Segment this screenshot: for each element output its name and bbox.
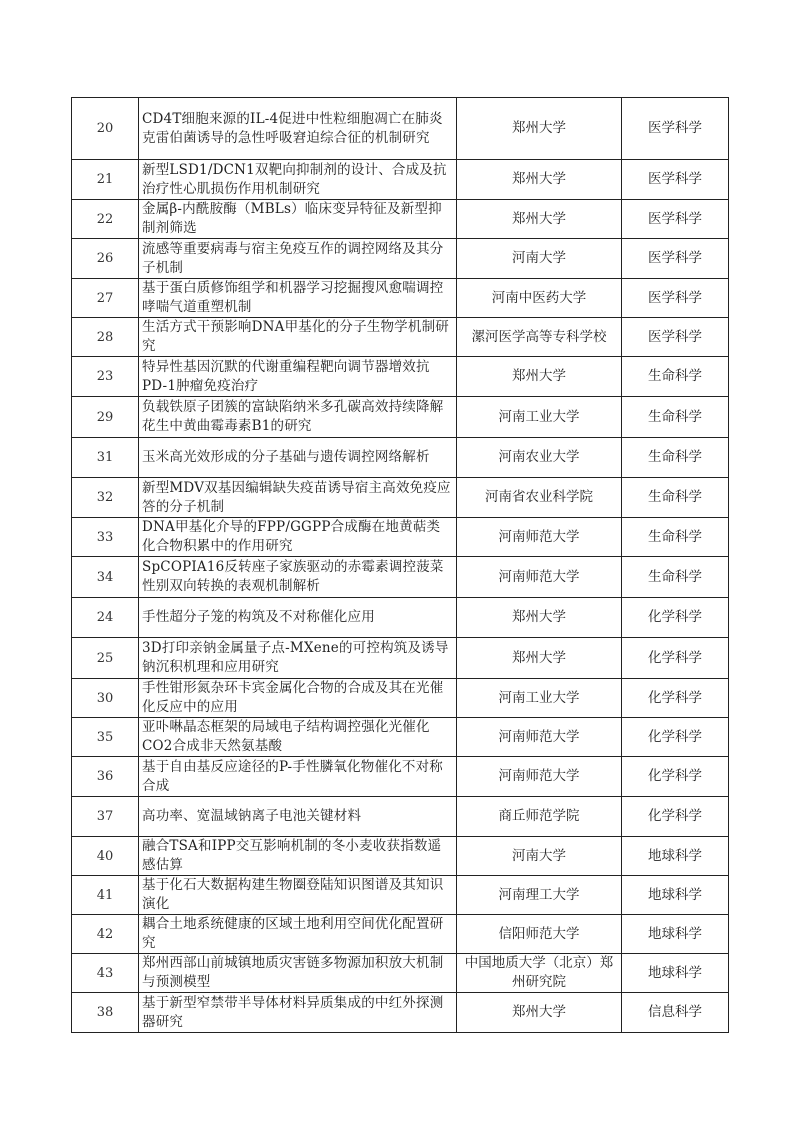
table-row (72, 200, 729, 239)
project-number: 21 (72, 160, 139, 200)
project-number: 36 (72, 757, 139, 797)
project-title: 基于蛋白质修饰组学和机器学习挖掘搜风愈喘调控哮喘气道重塑机制 (139, 279, 457, 318)
table-row (72, 954, 729, 993)
table-row (72, 837, 729, 876)
host-institution: 郑州大学 (457, 638, 622, 679)
project-title: DNA甲基化介导的FPP/GGPP合成酶在地黄萜类化合物积累中的作用研究 (139, 518, 457, 557)
project-title: 流感等重要病毒与宿主免疫互作的调控网络及其分子机制 (139, 239, 457, 279)
discipline-field: 化学科学 (622, 718, 729, 757)
project-number: 37 (72, 797, 139, 837)
project-title: 金属β-内酰胺酶（MBLs）临床变异特征及新型抑制剂筛选 (139, 200, 457, 239)
project-number: 30 (72, 679, 139, 718)
project-title: 融合TSA和IPP交互影响机制的冬小麦收获指数遥感估算 (139, 837, 457, 876)
discipline-field: 生命科学 (622, 357, 729, 397)
table-row (72, 438, 729, 478)
host-institution: 郑州大学 (457, 200, 622, 239)
project-title: 基于化石大数据构建生物圈登陆知识图谱及其知识演化 (139, 876, 457, 915)
project-number: 42 (72, 915, 139, 954)
host-institution: 郑州大学 (457, 993, 622, 1033)
table-row (72, 239, 729, 279)
project-number: 29 (72, 397, 139, 438)
host-institution: 中国地质大学（北京）郑州研究院 (457, 954, 622, 993)
project-number: 33 (72, 518, 139, 557)
project-title: 特异性基因沉默的代谢重编程靶向调节器增效抗PD-1肿瘤免疫治疗 (139, 357, 457, 397)
table-row (72, 518, 729, 557)
discipline-field: 医学科学 (622, 279, 729, 318)
table-row (72, 318, 729, 357)
project-title: 耦合土地系统健康的区域土地利用空间优化配置研究 (139, 915, 457, 954)
discipline-field: 医学科学 (622, 98, 729, 160)
table-row (72, 638, 729, 679)
host-institution: 郑州大学 (457, 160, 622, 200)
project-title: 郑州西部山前城镇地质灾害链多物源加积放大机制与预测模型 (139, 954, 457, 993)
project-number: 27 (72, 279, 139, 318)
document-page (71, 97, 727, 1033)
discipline-field: 地球科学 (622, 876, 729, 915)
project-title: 手性钳形氮杂环卡宾金属化合物的合成及其在光催化反应中的应用 (139, 679, 457, 718)
project-number: 31 (72, 438, 139, 478)
table-row (72, 757, 729, 797)
project-title: 基于新型窄禁带半导体材料异质集成的中红外探测器研究 (139, 993, 457, 1033)
table-row (72, 357, 729, 397)
discipline-field: 地球科学 (622, 837, 729, 876)
project-title: 高功率、宽温域钠离子电池关键材料 (139, 797, 457, 837)
project-title: 3D打印亲钠金属量子点-MXene的可控构筑及诱导钠沉积机理和应用研究 (139, 638, 457, 679)
project-number: 26 (72, 239, 139, 279)
project-number: 35 (72, 718, 139, 757)
host-institution: 郑州大学 (457, 357, 622, 397)
project-title: 亚卟啉晶态框架的局域电子结构调控强化光催化CO2合成非天然氨基酸 (139, 718, 457, 757)
project-number: 28 (72, 318, 139, 357)
project-title: 生活方式干预影响DNA甲基化的分子生物学机制研究 (139, 318, 457, 357)
project-number: 32 (72, 478, 139, 518)
table-row (72, 98, 729, 160)
host-institution: 河南工业大学 (457, 397, 622, 438)
host-institution: 河南师范大学 (457, 757, 622, 797)
discipline-field: 化学科学 (622, 679, 729, 718)
discipline-field: 化学科学 (622, 638, 729, 679)
table-row (72, 397, 729, 438)
project-table (71, 97, 729, 1033)
project-table-body (72, 98, 729, 1033)
project-title: 负载铁原子团簇的富缺陷纳米多孔碳高效持续降解花生中黄曲霉毒素B1的研究 (139, 397, 457, 438)
discipline-field: 地球科学 (622, 954, 729, 993)
host-institution: 漯河医学高等专科学校 (457, 318, 622, 357)
discipline-field: 生命科学 (622, 438, 729, 478)
table-row (72, 915, 729, 954)
project-title: 手性超分子笼的构筑及不对称催化应用 (139, 598, 457, 638)
host-institution: 郑州大学 (457, 598, 622, 638)
project-number: 20 (72, 98, 139, 160)
discipline-field: 生命科学 (622, 478, 729, 518)
table-row (72, 876, 729, 915)
host-institution: 河南农业大学 (457, 438, 622, 478)
host-institution: 河南师范大学 (457, 557, 622, 598)
project-number: 40 (72, 837, 139, 876)
discipline-field: 生命科学 (622, 397, 729, 438)
host-institution: 河南工业大学 (457, 679, 622, 718)
project-title: 新型LSD1/DCN1双靶向抑制剂的设计、合成及抗治疗性心肌损伤作用机制研究 (139, 160, 457, 200)
host-institution: 河南中医药大学 (457, 279, 622, 318)
discipline-field: 生命科学 (622, 557, 729, 598)
project-title: 新型MDV双基因编辑缺失疫苗诱导宿主高效免疫应答的分子机制 (139, 478, 457, 518)
project-number: 43 (72, 954, 139, 993)
project-number: 34 (72, 557, 139, 598)
table-row (72, 598, 729, 638)
project-number: 25 (72, 638, 139, 679)
discipline-field: 医学科学 (622, 160, 729, 200)
project-title: CD4T细胞来源的IL-4促进中性粒细胞凋亡在肺炎克雷伯菌诱导的急性呼吸窘迫综合征的机制研究 (139, 98, 457, 160)
host-institution: 郑州大学 (457, 98, 622, 160)
discipline-field: 生命科学 (622, 518, 729, 557)
project-title: 基于自由基反应途径的P-手性膦氧化物催化不对称合成 (139, 757, 457, 797)
table-row (72, 279, 729, 318)
table-row (72, 993, 729, 1033)
table-row (72, 478, 729, 518)
host-institution: 河南大学 (457, 239, 622, 279)
discipline-field: 医学科学 (622, 239, 729, 279)
host-institution: 河南大学 (457, 837, 622, 876)
project-number: 41 (72, 876, 139, 915)
discipline-field: 化学科学 (622, 598, 729, 638)
project-number: 23 (72, 357, 139, 397)
project-title: 玉米高光效形成的分子基础与遗传调控网络解析 (139, 438, 457, 478)
host-institution: 商丘师范学院 (457, 797, 622, 837)
host-institution: 河南省农业科学院 (457, 478, 622, 518)
project-number: 38 (72, 993, 139, 1033)
table-row (72, 557, 729, 598)
host-institution: 河南理工大学 (457, 876, 622, 915)
discipline-field: 地球科学 (622, 915, 729, 954)
discipline-field: 医学科学 (622, 200, 729, 239)
discipline-field: 化学科学 (622, 757, 729, 797)
table-row (72, 679, 729, 718)
discipline-field: 化学科学 (622, 797, 729, 837)
discipline-field: 信息科学 (622, 993, 729, 1033)
project-number: 24 (72, 598, 139, 638)
table-row (72, 797, 729, 837)
table-row (72, 718, 729, 757)
table-row (72, 160, 729, 200)
host-institution: 信阳师范大学 (457, 915, 622, 954)
project-title: SpCOPIA16反转座子家族驱动的赤霉素调控菠菜性别双向转换的表观机制解析 (139, 557, 457, 598)
discipline-field: 医学科学 (622, 318, 729, 357)
project-number: 22 (72, 200, 139, 239)
host-institution: 河南师范大学 (457, 518, 622, 557)
host-institution: 河南师范大学 (457, 718, 622, 757)
